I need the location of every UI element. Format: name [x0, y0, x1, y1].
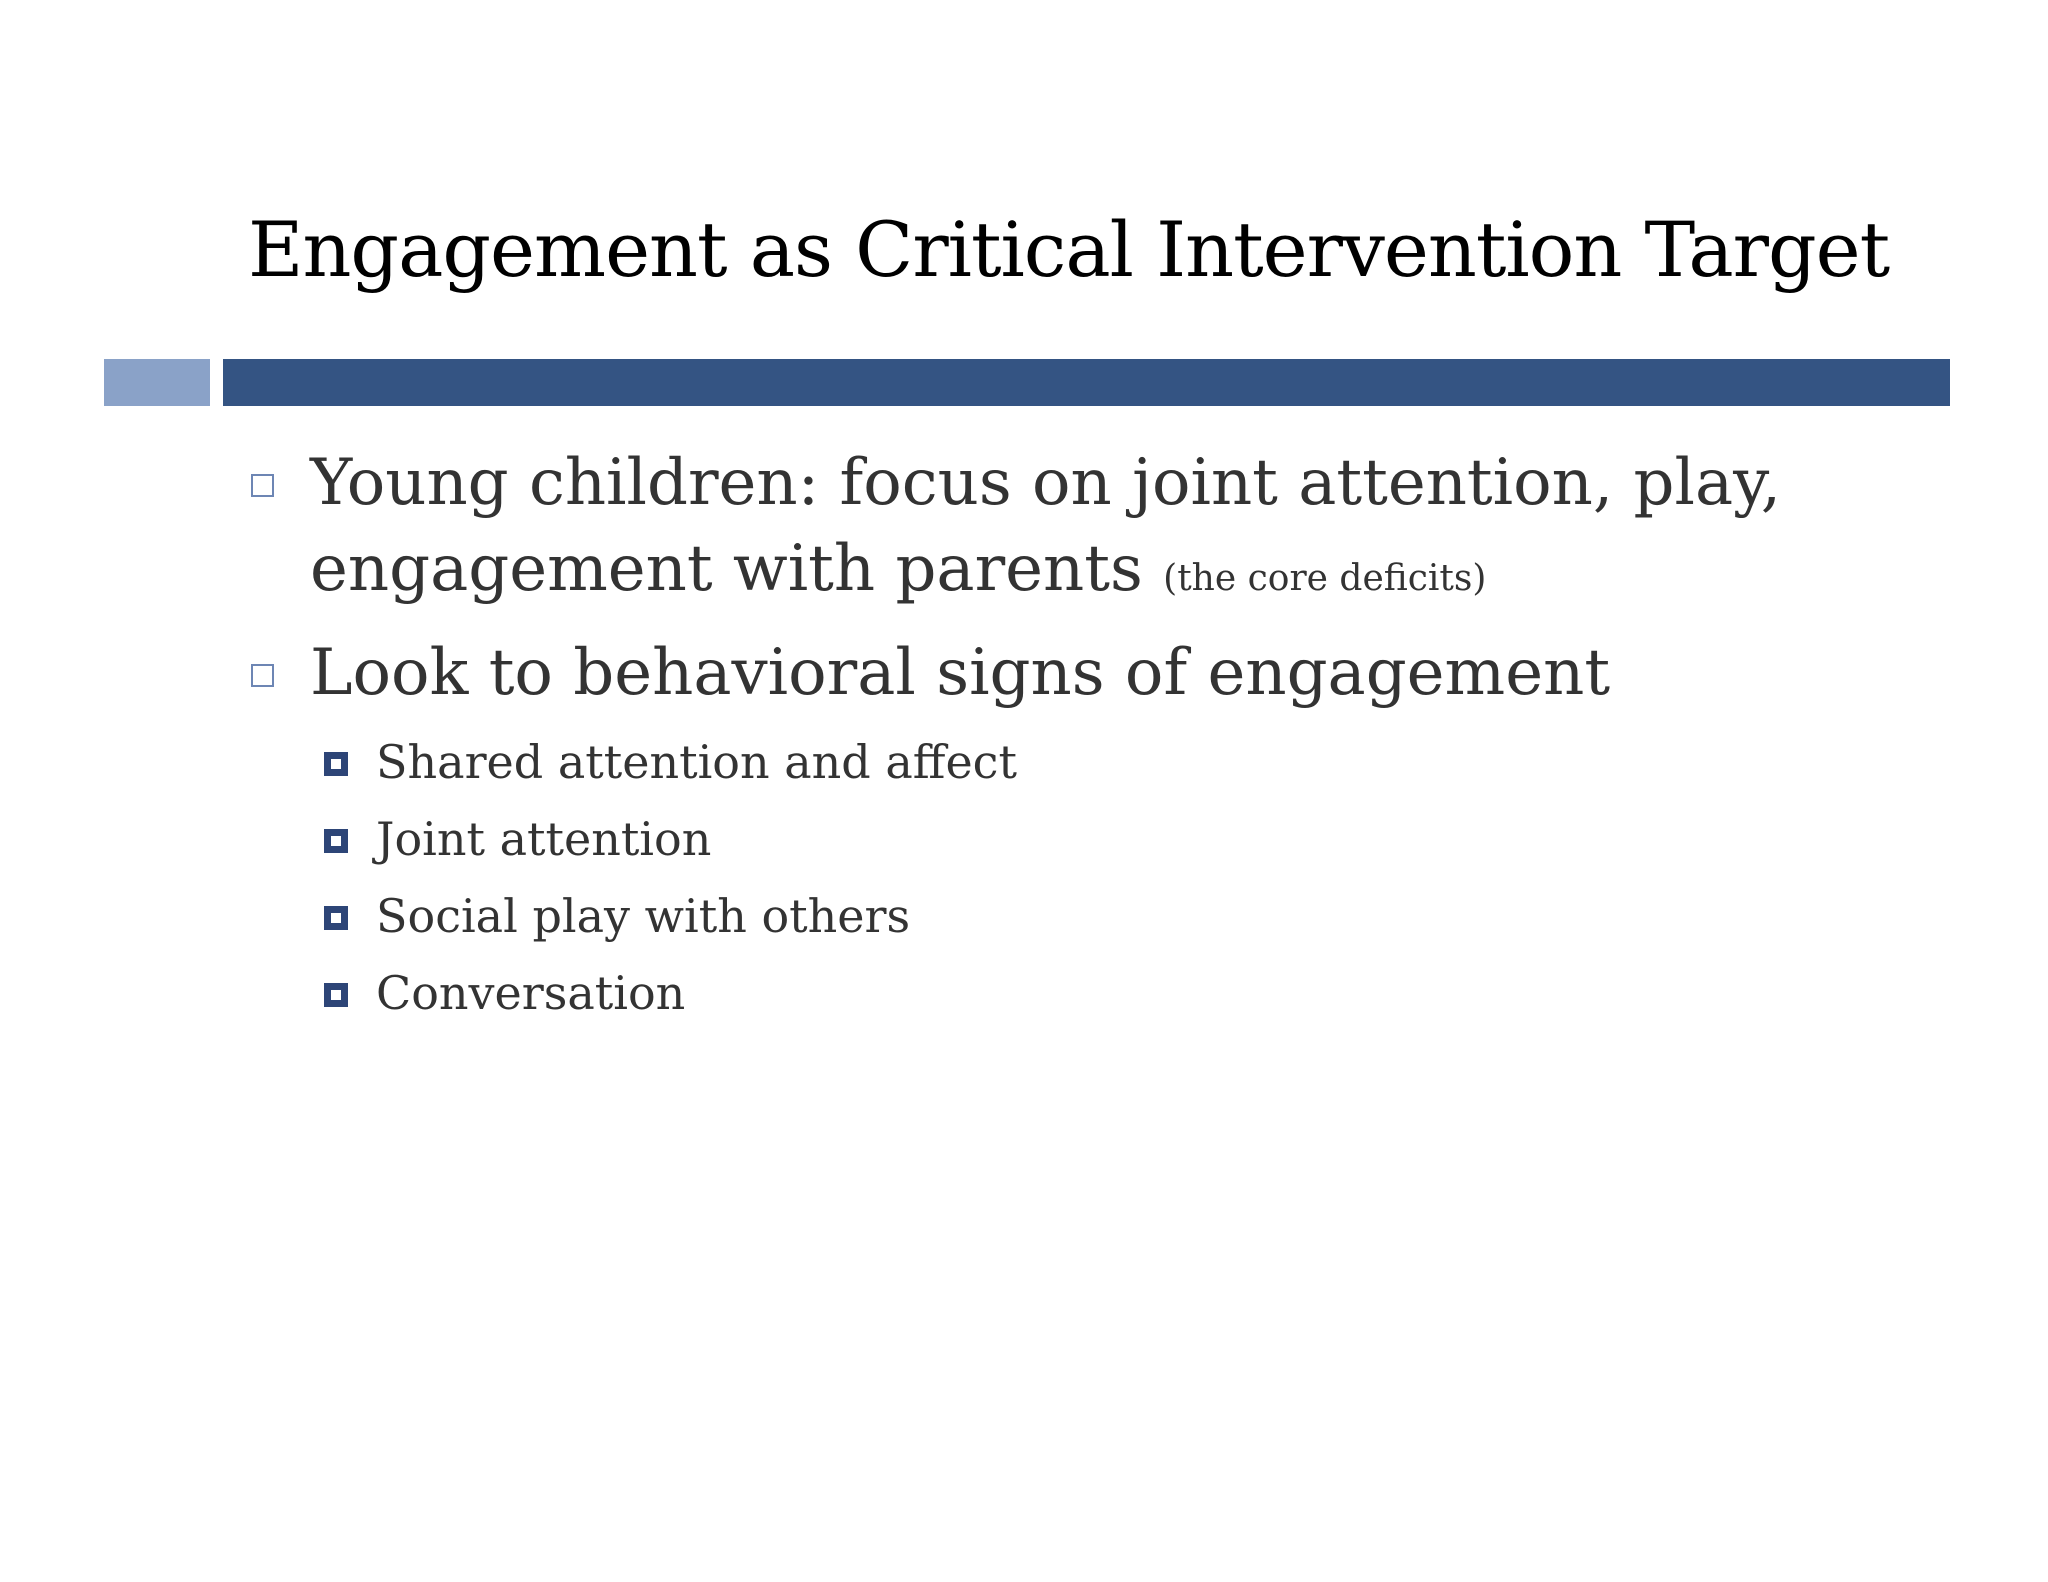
sub-bullet-item: [248, 801, 1898, 878]
bullet-item: [248, 440, 1898, 622]
hollow-square-bullet-icon: [251, 664, 274, 687]
sub-bullet-text: Joint attention: [376, 812, 712, 866]
slide-content: [248, 440, 1898, 1032]
bullet-text: Young children: focus on joint attention, play, engagement with parents: [310, 446, 1782, 606]
filled-square-bullet-icon: [324, 829, 348, 853]
sub-bullet-text: Social play with others: [376, 889, 911, 943]
header-accent-bar: [223, 359, 1950, 406]
slide-title: Engagement as Critical Intervention Target: [248, 205, 1890, 294]
sub-bullet-text: Shared attention and affect: [376, 735, 1017, 789]
sub-bullet-text: Conversation: [376, 966, 686, 1020]
bullet-item: [248, 630, 1898, 716]
sub-bullet-item: [248, 955, 1898, 1032]
hollow-square-bullet-icon: [251, 474, 274, 497]
sub-bullet-item: [248, 878, 1898, 955]
filled-square-bullet-icon: [324, 983, 348, 1007]
bullet-text: Look to behavioral signs of engagement: [310, 636, 1611, 710]
sub-bullet-item: [248, 724, 1898, 801]
bullet-note: (the core deficits): [1163, 558, 1487, 599]
filled-square-bullet-icon: [324, 906, 348, 930]
header-accent-block: [104, 359, 210, 406]
sub-bullet-list: [248, 724, 1898, 1032]
filled-square-bullet-icon: [324, 752, 348, 776]
